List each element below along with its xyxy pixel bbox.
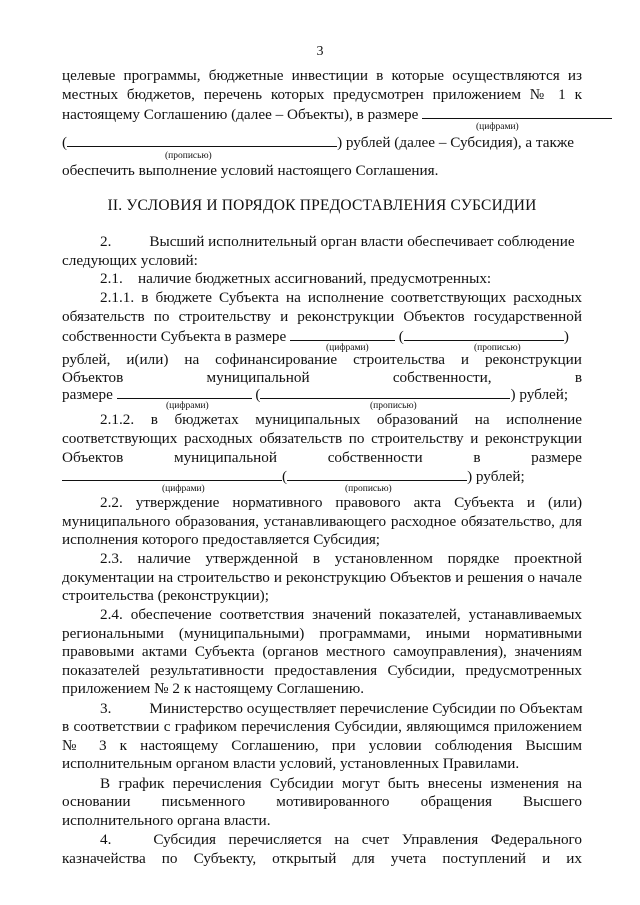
page-number: 3 <box>316 44 324 59</box>
word: размере <box>531 449 582 466</box>
text-line: строительства (реконструкции); <box>62 587 269 604</box>
text-line: в соответствии с графиком перечисления Субсидии, являющимся приложением <box>62 718 582 735</box>
text-line <box>62 133 582 152</box>
text-line: казначейства по Субъекту, открытый для учета поступлений и их <box>62 850 582 867</box>
text-line: 2.2. утверждение нормативного правового акта Субъекта и (или) <box>100 494 582 511</box>
text-line: местных бюджетов, перечень которых предусмотрен приложением № 1 к <box>62 86 582 103</box>
word: в <box>150 411 158 428</box>
word: 2.1.2. <box>100 411 135 428</box>
word: муниципальной <box>206 369 310 386</box>
amount-words-blank <box>260 385 510 399</box>
text-fragment: ) рублей (далее – Субсидия), а также <box>337 134 574 151</box>
words-caption: (прописью) <box>474 343 521 353</box>
words-caption: (прописью) <box>345 484 392 494</box>
word: Объектов <box>62 449 124 466</box>
text-line: 3. Министерство осуществляет перечисление Субсидии по Объектам <box>100 700 583 717</box>
amount-words-blank <box>287 467 467 481</box>
text-line: 2.1. наличие бюджетных ассигнований, предусмотренных: <box>100 270 492 287</box>
text-line <box>100 411 582 429</box>
amount-words-blank <box>67 133 337 147</box>
text-line: 4. Субсидия перечисляется на счет Управления Федерального <box>100 831 582 848</box>
word: строительства <box>353 351 445 368</box>
text-line <box>62 449 582 467</box>
text-line: исполнительным органом власти условий, установленных Правилами. <box>62 755 520 772</box>
text-fragment: собственности Субъекта в размере <box>62 328 287 345</box>
paren-open: ( <box>255 386 261 403</box>
paren-open: ( <box>398 328 404 345</box>
text-line: показателей результативности предоставления Субсидии, предусмотренных <box>62 662 582 679</box>
word: рублей, <box>62 351 111 368</box>
text-fragment: ) рублей; <box>510 386 569 403</box>
text-line: документации на строительство и реконструкцию Объектов и решения о начале <box>62 569 582 586</box>
word: собственности, <box>392 369 492 386</box>
text-line: обязательств по строительству и реконструкции Объектов государственной <box>62 308 582 325</box>
text-line: приложением № 2 к настоящему Соглашению. <box>62 680 365 697</box>
amount-digits-blank <box>62 467 282 481</box>
text-line: 2.3. наличие утвержденной в установленном порядке проектной <box>100 550 582 567</box>
text-line: обеспечить выполнение условий настоящего Соглашения. <box>62 162 439 179</box>
text-line: 2.4. обеспечение соответствия значений показателей, устанавливаемых <box>100 606 582 623</box>
words-caption: (прописью) <box>165 151 212 161</box>
word: реконструкции <box>484 351 582 368</box>
text-line: В график перечисления Субсидии могут быть внесены изменения на <box>100 775 582 792</box>
text-fragment: ) рублей; <box>467 468 525 485</box>
word: на <box>184 351 200 368</box>
amount-words-blank <box>404 327 564 341</box>
amount-digits-blank <box>290 327 395 341</box>
text-line: муниципального образования, устанавливающего расходное обязательство, для <box>62 513 582 530</box>
word: образований <box>376 411 459 428</box>
text-line <box>62 351 582 369</box>
word: собственности <box>327 449 423 466</box>
text-line: № 3 к настоящему Соглашению, при условии соблюдения Высшим <box>62 737 582 754</box>
digits-caption: (цифрами) <box>326 343 369 353</box>
digits-caption: (цифрами) <box>476 122 519 132</box>
text-line <box>62 467 582 486</box>
word: и(или) <box>126 351 169 368</box>
text-line: региональными (муниципальными) программами, иными нормативными <box>62 625 582 642</box>
word: на <box>474 411 490 428</box>
word: муниципальных <box>255 411 361 428</box>
amount-digits-blank <box>117 385 252 399</box>
word: исполнение <box>506 411 582 428</box>
digits-caption: (цифрами) <box>166 401 209 411</box>
text-fragment: настоящему Соглашению (далее – Объекты), в размере <box>62 106 419 123</box>
word: в <box>473 449 481 466</box>
amount-digits-blank <box>422 105 612 119</box>
word: бюджетах <box>174 411 239 428</box>
text-line: целевые программы, бюджетные инвестиции в которые осуществляются из <box>62 67 582 84</box>
word: муниципальной <box>173 449 278 466</box>
text-line: 2.1.1. в бюджете Субъекта на исполнение соответствующих расходных <box>100 289 582 306</box>
text-fragment: размере <box>62 386 113 403</box>
text-line: следующих условий: <box>62 252 198 269</box>
word: в <box>574 369 582 386</box>
word: Объектов <box>62 369 124 386</box>
digits-caption: (цифрами) <box>162 484 205 494</box>
paren-open: ( <box>62 134 68 151</box>
text-line <box>62 385 582 404</box>
text-line: исполнительного органа власти. <box>62 812 271 829</box>
word: и <box>460 351 470 368</box>
paren-open: ( <box>282 468 288 485</box>
text-line: исполнения которого предоставляется Субсидия; <box>62 531 381 548</box>
text-line: 2. Высший исполнительный орган власти обеспечивает соблюдение <box>100 233 575 250</box>
word: софинансирование <box>215 351 338 368</box>
text-line: основании письменного мотивированного обращения Высшего <box>62 793 582 810</box>
paren-close: ) <box>563 328 569 345</box>
text-line: соответствующих расходных обязательств по строительству и реконструкции <box>62 430 582 447</box>
section-title: II. УСЛОВИЯ И ПОРЯДОК ПРЕДОСТАВЛЕНИЯ СУБСИДИИ <box>107 197 537 214</box>
text-line: правовыми актами Субъекта (органов местного самоуправления), значениям <box>62 643 582 660</box>
words-caption: (прописью) <box>370 401 417 411</box>
